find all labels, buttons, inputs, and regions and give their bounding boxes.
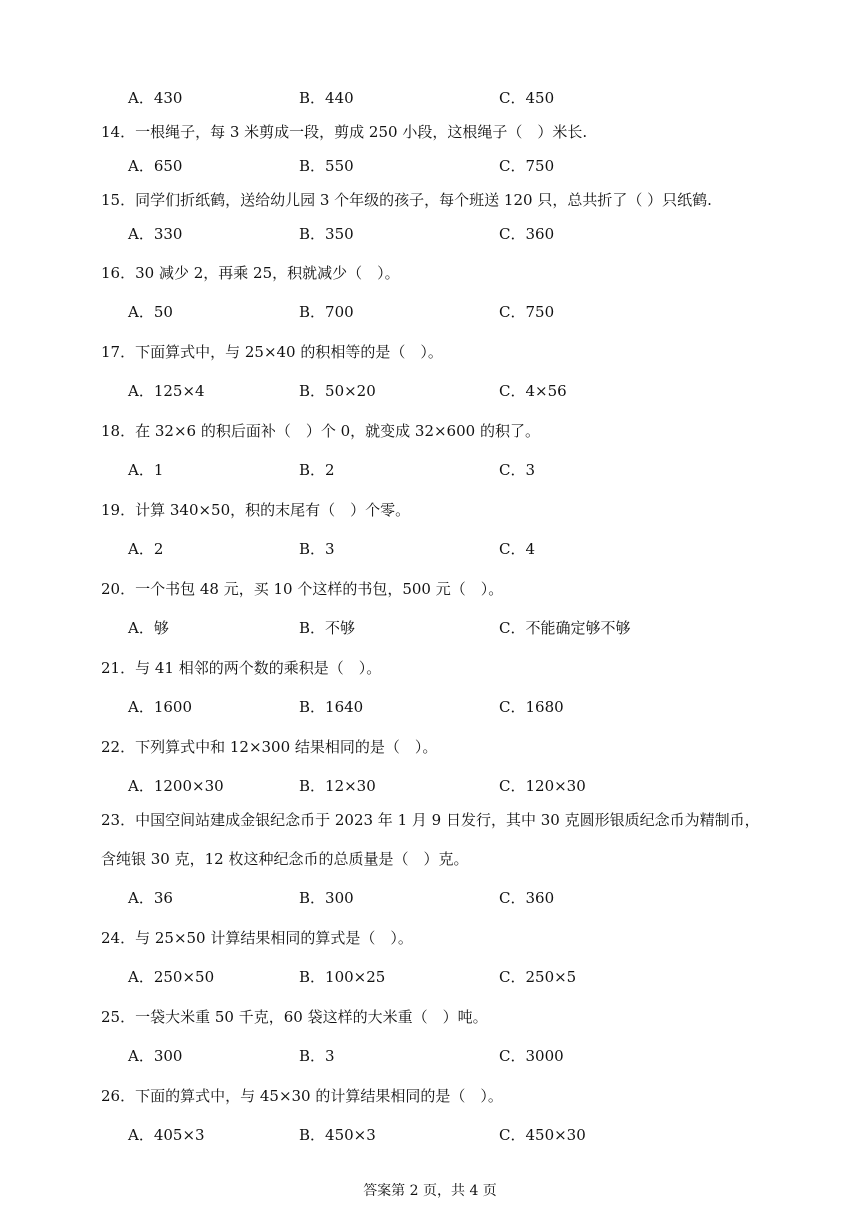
question-21-options (128, 697, 828, 717)
option-a: A．50 (128, 303, 173, 321)
option-b: B．3 (299, 540, 335, 558)
option-b: B．不够 (299, 619, 356, 637)
question-16-stem: 16．30 减少 2，再乘 25，积就减少（ ）。 (101, 264, 400, 282)
question-18-options (128, 460, 828, 480)
option-b: B．1640 (299, 698, 364, 716)
question-22-stem: 22．下列算式中和 12×300 结果相同的是（ ）。 (101, 738, 438, 756)
option-c: C．3 (499, 461, 536, 479)
option-a: A．300 (128, 1047, 183, 1065)
option-a: A．650 (128, 157, 183, 175)
option-b: B．2 (299, 461, 335, 479)
option-c: C．360 (499, 225, 555, 243)
option-b: B．300 (299, 889, 354, 907)
option-a: A．1600 (128, 698, 193, 716)
option-b: B．550 (299, 157, 354, 175)
option-a: A．330 (128, 225, 183, 243)
question-15-options (128, 224, 828, 244)
option-b: B．350 (299, 225, 354, 243)
option-c: C．4 (499, 540, 536, 558)
question-26-options (128, 1125, 828, 1145)
question-13-options (128, 88, 828, 108)
option-a: A．1 (128, 461, 164, 479)
question-17-options (128, 381, 828, 401)
option-a: A．够 (128, 619, 169, 637)
option-a: A．1200×30 (128, 777, 224, 795)
question-14-stem: 14．一根绳子，每 3 米剪成一段，剪成 250 小段，这根绳子（ ）米长. (101, 123, 588, 141)
question-24-options (128, 967, 828, 987)
question-19-options (128, 539, 828, 559)
question-20-options (128, 618, 828, 638)
question-17-stem: 17．下面算式中，与 25×40 的积相等的是（ ）。 (101, 343, 443, 361)
option-a: A．2 (128, 540, 164, 558)
option-c: C．250×5 (499, 968, 577, 986)
option-b: B．12×30 (299, 777, 376, 795)
option-c: C．3000 (499, 1047, 564, 1065)
option-b: B．450×3 (299, 1126, 376, 1144)
option-c: C．1680 (499, 698, 564, 716)
option-b: B．700 (299, 303, 354, 321)
option-c: C．不能确定够不够 (499, 619, 631, 637)
question-23-options (128, 888, 828, 908)
option-b: B．440 (299, 89, 354, 107)
option-c: C．120×30 (499, 777, 586, 795)
option-c: C．360 (499, 889, 555, 907)
question-15-stem: 15．同学们折纸鹤，送给幼儿园 3 个年级的孩子，每个班送 120 只，总共折了（ ）只纸鹤. (101, 191, 712, 209)
question-23-stem: 23．中国空间站建成金银纪念币于 2023 年 1 月 9 日发行，其中 30 克圆形银质纪念币为精制币， (101, 811, 760, 829)
question-23-stem-continued: 含纯银 30 克，12 枚这种纪念币的总质量是（ ）克。 (101, 850, 469, 868)
question-20-stem: 20．一个书包 48 元，买 10 个这样的书包，500 元（ ）。 (101, 580, 504, 598)
option-c: C．4×56 (499, 382, 567, 400)
option-b: B．3 (299, 1047, 335, 1065)
question-14-options (128, 156, 828, 176)
option-c: C．450×30 (499, 1126, 586, 1144)
question-22-options (128, 776, 828, 796)
question-26-stem: 26．下面的算式中，与 45×30 的计算结果相同的是（ ）。 (101, 1087, 503, 1105)
page-footer: 答案第 2 页，共 4 页 (363, 1183, 497, 1199)
question-21-stem: 21．与 41 相邻的两个数的乘积是（ ）。 (101, 659, 382, 677)
option-a: A．36 (128, 889, 173, 907)
option-a: A．250×50 (128, 968, 215, 986)
option-a: A．430 (128, 89, 183, 107)
question-24-stem: 24．与 25×50 计算结果相同的算式是（ ）。 (101, 929, 413, 947)
question-25-stem: 25．一袋大米重 50 千克，60 袋这样的大米重（ ）吨。 (101, 1008, 488, 1026)
option-c: C．750 (499, 303, 555, 321)
option-a: A．405×3 (128, 1126, 205, 1144)
question-19-stem: 19．计算 340×50，积的末尾有（ ）个零。 (101, 501, 411, 519)
question-16-options (128, 302, 828, 322)
option-b: B．50×20 (299, 382, 376, 400)
option-c: C．450 (499, 89, 555, 107)
option-b: B．100×25 (299, 968, 386, 986)
question-25-options (128, 1046, 828, 1066)
question-18-stem: 18．在 32×6 的积后面补（ ）个 0，就变成 32×600 的积了。 (101, 422, 540, 440)
option-a: A．125×4 (128, 382, 205, 400)
option-c: C．750 (499, 157, 555, 175)
